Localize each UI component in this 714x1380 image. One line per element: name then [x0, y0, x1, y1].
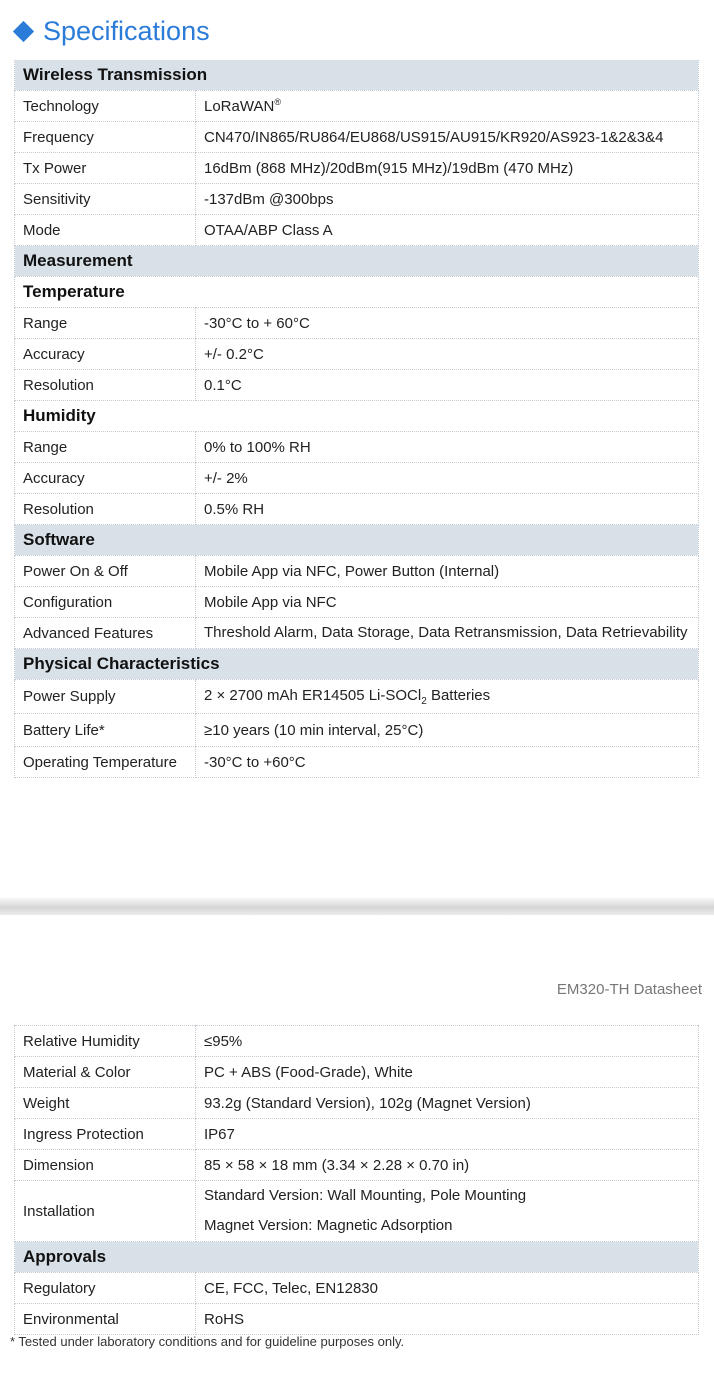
doc-header: EM320-TH Datasheet — [556, 981, 702, 998]
row-label: Regulatory — [15, 1273, 196, 1304]
row-label: Dimension — [15, 1150, 196, 1181]
page-divider — [0, 898, 714, 915]
row-label: Relative Humidity — [15, 1026, 196, 1057]
page-title — [12, 16, 210, 47]
row-label: Installation — [15, 1181, 196, 1242]
spec-table-page-2 — [14, 1025, 699, 1335]
table-row — [15, 714, 699, 747]
subsection-header — [15, 401, 699, 432]
row-value: +/- 0.2°C — [196, 339, 699, 370]
row-value: CE, FCC, Telec, EN12830 — [196, 1273, 699, 1304]
section-header — [15, 246, 699, 277]
table-row — [15, 1057, 699, 1088]
table-row — [15, 1119, 699, 1150]
footnote: * Tested under laboratory conditions and for guideline purposes only. — [10, 1334, 405, 1349]
page-title-text: Specifications — [43, 16, 210, 46]
row-value: LoRaWAN® — [196, 91, 699, 122]
table-row — [15, 1088, 699, 1119]
table-row — [15, 747, 699, 778]
row-label: Ingress Protection — [15, 1119, 196, 1150]
section-title-wireless: Wireless Transmission — [15, 60, 699, 91]
table-row — [15, 1304, 699, 1335]
row-label: Sensitivity — [15, 184, 196, 215]
subsection-title-temperature: Temperature — [15, 277, 699, 308]
row-value: -137dBm @300bps — [196, 184, 699, 215]
row-label: Configuration — [15, 587, 196, 618]
row-value: -30°C to +60°C — [196, 747, 699, 778]
table-row — [15, 1150, 699, 1181]
row-value: CN470/IN865/RU864/EU868/US915/AU915/KR920/AS923-1&2&3&4 — [196, 122, 699, 153]
row-label: Technology — [15, 91, 196, 122]
section-header — [15, 60, 699, 91]
row-value: ≥10 years (10 min interval, 25°C) — [196, 714, 699, 747]
row-label: Power On & Off — [15, 556, 196, 587]
row-value: PC + ABS (Food-Grade), White — [196, 1057, 699, 1088]
row-value: 0.1°C — [196, 370, 699, 401]
row-value: 2 × 2700 mAh ER14505 Li-SOCl$_2$ Batteries — [196, 680, 699, 714]
row-label: Accuracy — [15, 339, 196, 370]
row-value: 93.2g (Standard Version), 102g (Magnet Version) — [196, 1088, 699, 1119]
row-value: Standard Version: Wall Mounting, Pole Mounting Magnet Version: Magnetic Adsorption — [196, 1181, 699, 1242]
table-row — [15, 1181, 699, 1242]
subsection-title-humidity: Humidity — [15, 401, 699, 432]
row-label: Mode — [15, 215, 196, 246]
table-row — [15, 556, 699, 587]
row-label: Accuracy — [15, 463, 196, 494]
table-row — [15, 308, 699, 339]
row-value: RoHS — [196, 1304, 699, 1335]
section-header — [15, 1242, 699, 1273]
row-value: 0.5% RH — [196, 494, 699, 525]
row-value: 16dBm (868 MHz)/20dBm(915 MHz)/19dBm (470 MHz) — [196, 153, 699, 184]
row-label: Resolution — [15, 370, 196, 401]
table-row — [15, 494, 699, 525]
table-row — [15, 91, 699, 122]
table-row — [15, 463, 699, 494]
table-row — [15, 184, 699, 215]
section-title-physical: Physical Characteristics — [15, 649, 699, 680]
row-value: OTAA/ABP Class A — [196, 215, 699, 246]
section-title-measurement: Measurement — [15, 246, 699, 277]
row-label: Battery Life* — [15, 714, 196, 747]
row-label: Range — [15, 308, 196, 339]
subsection-header — [15, 277, 699, 308]
row-label: Weight — [15, 1088, 196, 1119]
table-row — [15, 153, 699, 184]
row-value: 85 × 58 × 18 mm (3.34 × 2.28 × 0.70 in) — [196, 1150, 699, 1181]
table-row — [15, 370, 699, 401]
row-label: Material & Color — [15, 1057, 196, 1088]
row-value: +/- 2% — [196, 463, 699, 494]
row-value: IP67 — [196, 1119, 699, 1150]
table-row — [15, 215, 699, 246]
row-label: Frequency — [15, 122, 196, 153]
row-label: Range — [15, 432, 196, 463]
table-row — [15, 432, 699, 463]
row-label: Power Supply — [15, 680, 196, 714]
row-label: Advanced Features — [15, 618, 196, 649]
table-row — [15, 1026, 699, 1057]
table-row — [15, 587, 699, 618]
row-label: Tx Power — [15, 153, 196, 184]
row-value: Threshold Alarm, Data Storage, Data Retransmission, Data Retrievability — [196, 618, 699, 649]
section-header — [15, 649, 699, 680]
table-row — [15, 339, 699, 370]
row-label: Resolution — [15, 494, 196, 525]
row-value: Mobile App via NFC, Power Button (Internal) — [196, 556, 699, 587]
row-value: 0% to 100% RH — [196, 432, 699, 463]
row-label: Operating Temperature — [15, 747, 196, 778]
row-value: ≤95% — [196, 1026, 699, 1057]
table-row — [15, 122, 699, 153]
table-row — [15, 680, 699, 714]
section-title-software: Software — [15, 525, 699, 556]
row-value: -30°C to + 60°C — [196, 308, 699, 339]
row-label: Environmental — [15, 1304, 196, 1335]
section-header — [15, 525, 699, 556]
spec-table-page-1 — [14, 60, 699, 778]
diamond-bullet-icon — [13, 21, 34, 42]
table-row — [15, 618, 699, 649]
row-value: Mobile App via NFC — [196, 587, 699, 618]
section-title-approvals: Approvals — [15, 1242, 699, 1273]
table-row — [15, 1273, 699, 1304]
